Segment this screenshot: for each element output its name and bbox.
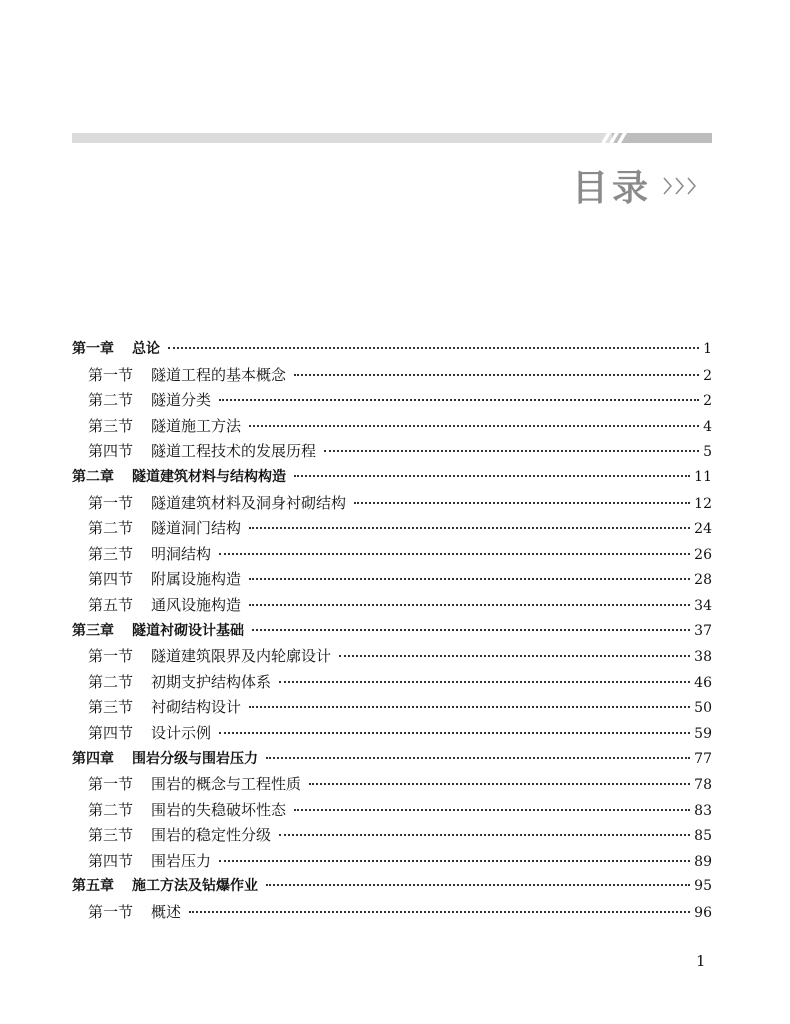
toc-entry-label: 第四节 bbox=[88, 723, 134, 742]
toc-entry-title: 隧道工程技术的发展历程 bbox=[151, 442, 317, 461]
header-rule-accent bbox=[612, 133, 712, 143]
toc-entry-page: 59 bbox=[694, 725, 712, 742]
toc-entry-label: 第一章 bbox=[72, 341, 114, 357]
chevron-right-icon bbox=[674, 174, 686, 198]
toc-entry-title: 隧道建筑材料与结构构造 bbox=[132, 468, 286, 485]
toc-chapter-entry[interactable] bbox=[72, 465, 712, 491]
toc-entry-label: 第三节 bbox=[88, 826, 134, 845]
toc-entry-label: 第四节 bbox=[88, 570, 134, 589]
dot-leader bbox=[219, 859, 690, 862]
toc-entry-page: 37 bbox=[694, 622, 712, 639]
toc-section-entry[interactable] bbox=[72, 900, 712, 926]
toc-entry-label: 第一节 bbox=[88, 493, 134, 512]
toc-entry-label: 第四章 bbox=[72, 750, 114, 767]
dot-leader bbox=[324, 449, 699, 452]
chevron-right-icon bbox=[662, 174, 674, 198]
toc-entry-page: 46 bbox=[694, 674, 712, 691]
toc-entry-page: 2 bbox=[703, 367, 712, 384]
toc-entry-title: 隧道施工方法 bbox=[151, 416, 242, 435]
dot-leader bbox=[219, 731, 690, 734]
dot-leader bbox=[294, 474, 690, 477]
toc-entry-label: 第二节 bbox=[88, 800, 134, 819]
toc-section-entry[interactable] bbox=[72, 542, 712, 568]
toc-entry-label: 第三节 bbox=[88, 544, 134, 563]
toc-entry-title: 围岩分级与围岩压力 bbox=[132, 750, 258, 767]
dot-leader bbox=[294, 373, 699, 376]
toc-section-entry[interactable] bbox=[72, 567, 712, 593]
toc-entry-title: 围岩的稳定性分级 bbox=[151, 826, 272, 845]
toc-entry-title: 衬砌结构设计 bbox=[151, 698, 242, 717]
toc-entry-page: 50 bbox=[694, 700, 712, 717]
dot-leader bbox=[309, 782, 690, 785]
toc-entry-label: 第三章 bbox=[72, 622, 114, 639]
toc-entry-page: 38 bbox=[694, 649, 712, 666]
dot-leader bbox=[249, 705, 690, 708]
toc-entry-label: 第二节 bbox=[88, 519, 134, 538]
toc-section-entry[interactable] bbox=[72, 849, 712, 875]
toc-entry-title: 隧道分类 bbox=[151, 391, 212, 410]
toc-entry-title: 施工方法及钻爆作业 bbox=[132, 878, 258, 895]
toc-entry-label: 第一节 bbox=[88, 903, 134, 922]
dot-leader bbox=[252, 628, 690, 631]
toc-entry-title: 隧道建筑限界及内轮廓设计 bbox=[151, 647, 332, 666]
toc-entry-page: 24 bbox=[694, 521, 712, 538]
page-title: 目录 bbox=[571, 168, 652, 209]
toc-section-entry[interactable] bbox=[72, 823, 712, 849]
toc-entry-page: 85 bbox=[694, 828, 712, 845]
toc-section-entry[interactable] bbox=[72, 491, 712, 517]
toc-entry-title: 总论 bbox=[132, 341, 160, 357]
toc-entry-title: 设计示例 bbox=[151, 723, 212, 742]
toc-chapter-entry[interactable] bbox=[72, 337, 712, 363]
toc-entry-page: 78 bbox=[694, 777, 712, 794]
toc-entry-label: 第一节 bbox=[88, 365, 134, 384]
toc-entry-page: 1 bbox=[703, 341, 712, 357]
toc-entry-label: 第一节 bbox=[88, 647, 134, 666]
toc-entry-label: 第三节 bbox=[88, 698, 134, 717]
toc-entry-page: 4 bbox=[703, 418, 712, 435]
toc-entry-page: 2 bbox=[703, 393, 712, 410]
toc-header bbox=[572, 160, 698, 211]
toc-entry-label: 第二节 bbox=[88, 391, 134, 410]
header-rule bbox=[72, 133, 712, 143]
dot-leader bbox=[168, 346, 699, 349]
toc-entry-label: 第五章 bbox=[72, 878, 114, 895]
dot-leader bbox=[249, 424, 699, 427]
toc-chapter-entry[interactable] bbox=[72, 874, 712, 900]
toc-section-entry[interactable] bbox=[72, 772, 712, 798]
dot-leader bbox=[279, 680, 690, 683]
dot-leader bbox=[219, 398, 699, 401]
toc-entry-page: 95 bbox=[694, 878, 712, 895]
toc-section-entry[interactable] bbox=[72, 388, 712, 414]
toc-entry-label: 第四节 bbox=[88, 442, 134, 461]
dot-leader bbox=[266, 883, 690, 886]
toc-section-entry[interactable] bbox=[72, 670, 712, 696]
toc-entry-title: 概述 bbox=[151, 903, 182, 922]
chevron-right-icon bbox=[686, 174, 698, 198]
toc-entry-title: 明洞结构 bbox=[151, 544, 212, 563]
toc-entry-title: 隧道洞门结构 bbox=[151, 519, 242, 538]
page-number: 1 bbox=[696, 952, 706, 970]
toc-entry-page: 77 bbox=[694, 750, 712, 767]
dot-leader bbox=[219, 552, 690, 555]
dot-leader bbox=[266, 756, 690, 759]
toc-entry-title: 隧道建筑材料及洞身衬砌结构 bbox=[151, 493, 347, 512]
toc-entry-title: 初期支护结构体系 bbox=[151, 672, 272, 691]
toc-entry-page: 96 bbox=[694, 905, 712, 922]
toc-list bbox=[72, 337, 712, 926]
toc-entry-page: 12 bbox=[694, 495, 712, 512]
toc-section-entry[interactable] bbox=[72, 516, 712, 542]
dot-leader bbox=[354, 501, 690, 504]
toc-section-entry[interactable] bbox=[72, 363, 712, 389]
toc-entry-label: 第三节 bbox=[88, 416, 134, 435]
dot-leader bbox=[294, 808, 690, 811]
toc-chapter-entry[interactable] bbox=[72, 619, 712, 645]
toc-entry-title: 围岩压力 bbox=[151, 851, 212, 870]
toc-chapter-entry[interactable] bbox=[72, 747, 712, 773]
toc-entry-title: 围岩的失稳破坏性态 bbox=[151, 800, 287, 819]
toc-entry-title: 隧道衬砌设计基础 bbox=[132, 622, 244, 639]
toc-entry-title: 隧道工程的基本概念 bbox=[151, 365, 287, 384]
toc-section-entry[interactable] bbox=[72, 798, 712, 824]
toc-entry-label: 第四节 bbox=[88, 851, 134, 870]
toc-section-entry[interactable] bbox=[72, 439, 712, 465]
dot-leader bbox=[339, 654, 690, 657]
toc-entry-page: 28 bbox=[694, 572, 712, 589]
toc-entry-title: 围岩的概念与工程性质 bbox=[151, 775, 302, 794]
toc-entry-label: 第二章 bbox=[72, 468, 114, 485]
toc-section-entry[interactable] bbox=[72, 695, 712, 721]
dot-leader bbox=[189, 910, 690, 913]
toc-entry-page: 26 bbox=[694, 546, 712, 563]
toc-section-entry[interactable] bbox=[72, 644, 712, 670]
toc-entry-page: 34 bbox=[694, 597, 712, 614]
toc-entry-page: 5 bbox=[703, 444, 712, 461]
toc-entry-label: 第二节 bbox=[88, 672, 134, 691]
toc-entry-label: 第一节 bbox=[88, 775, 134, 794]
toc-section-entry[interactable] bbox=[72, 593, 712, 619]
dot-leader bbox=[279, 833, 690, 836]
toc-entry-label: 第五节 bbox=[88, 595, 134, 614]
toc-entry-page: 83 bbox=[694, 802, 712, 819]
toc-entry-page: 89 bbox=[694, 853, 712, 870]
toc-entry-page: 11 bbox=[694, 468, 712, 485]
toc-entry-title: 通风设施构造 bbox=[151, 595, 242, 614]
dot-leader bbox=[249, 526, 690, 529]
toc-entry-title: 附属设施构造 bbox=[151, 570, 242, 589]
toc-section-entry[interactable] bbox=[72, 721, 712, 747]
dot-leader bbox=[249, 577, 690, 580]
chevrons-decoration bbox=[662, 174, 698, 198]
dot-leader bbox=[249, 603, 690, 606]
toc-section-entry[interactable] bbox=[72, 414, 712, 440]
